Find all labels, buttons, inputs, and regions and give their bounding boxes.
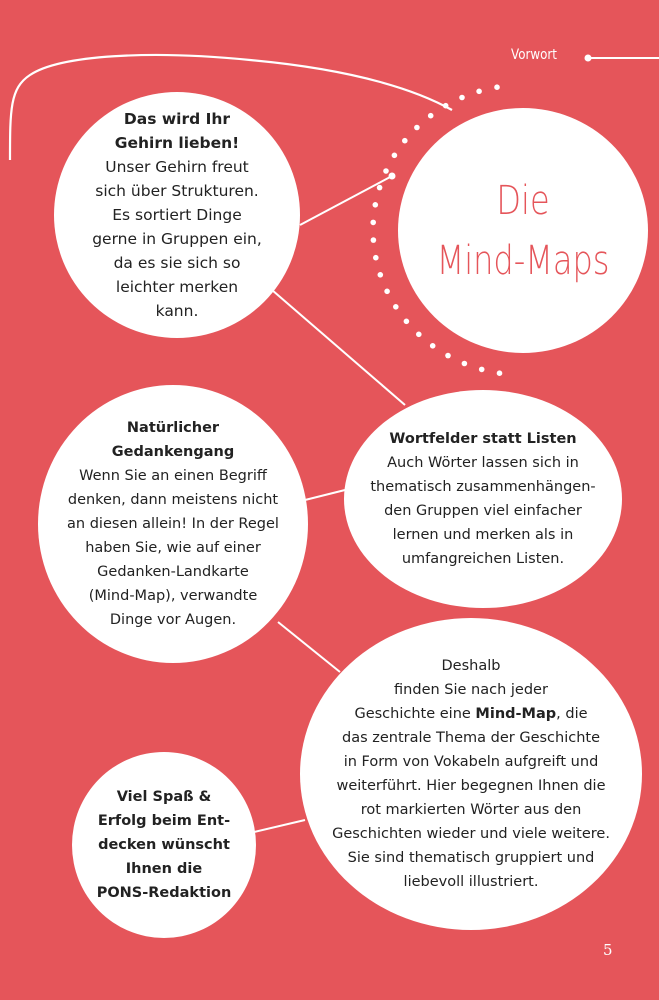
connector-brain-title-dot — [389, 173, 396, 180]
bubble-natural-body-line: denken, dann meistens nicht — [67, 492, 279, 508]
bubble-wordfields-body-line: lernen und merken als in — [392, 527, 574, 543]
bubble-natural-body-line: an diesen allein! In der Regel — [67, 516, 279, 532]
bubble-wordfields-body-line: den Gruppen viel einfacher — [384, 503, 582, 519]
bubble-brain-heading-line2: Gehirn lieben! — [114, 134, 240, 152]
connector-brain-title — [300, 176, 392, 225]
bubble-natural-body-line: Gedanken-Landkarte — [97, 564, 249, 580]
ring-dot — [497, 370, 503, 376]
bubble-therefore-line: Geschichten wieder und viele weitere. — [332, 826, 610, 842]
bubble-therefore-text — [332, 654, 610, 894]
bubble-natural-heading-line1: Natürlicher — [126, 420, 220, 436]
bubble-wordfields-body-line: thematisch zusammenhängen- — [370, 479, 596, 495]
bubble-therefore-line3-pre: Geschichte eine — [354, 706, 476, 722]
bubble-therefore-mindmap-bold: Mind-Map — [475, 706, 557, 722]
connector-closing-therefore — [254, 820, 305, 832]
bubble-brain-body-line: da es sie sich so — [113, 254, 241, 272]
page-title-line2: Mind-Maps — [436, 237, 610, 284]
ring-dot — [392, 153, 398, 159]
title-bubble — [398, 108, 648, 353]
bubble-therefore-line-mindmap — [332, 702, 610, 726]
ring-dot — [373, 202, 379, 208]
bubble-brain-body-line: Es sortiert Dinge — [112, 206, 242, 224]
bubble-therefore-line: weiterführt. Hier begegnen Ihnen die — [336, 778, 606, 794]
bubble-brain-heading-line1: Das wird Ihr — [123, 110, 231, 128]
bubble-therefore-line: liebevoll illustriert. — [403, 874, 539, 890]
ring-dot — [462, 361, 468, 367]
bubble-closing-line: decken wünscht — [98, 837, 230, 853]
connector-brain-wordfields — [272, 290, 405, 405]
bubble-closing-line: Viel Spaß & — [116, 789, 212, 805]
ring-dot — [443, 103, 449, 109]
connector-natural-wordfields — [305, 490, 345, 500]
bubble-brain-body-line: Unser Gehirn freut — [105, 158, 249, 176]
bubble-closing — [72, 752, 256, 938]
ring-dot — [402, 138, 408, 144]
bubble-therefore-line3-post: , die — [556, 706, 588, 722]
header-rule-dot — [585, 55, 592, 62]
bubble-brain-body-line: gerne in Gruppen ein, — [92, 230, 262, 248]
bubble-therefore-line: Deshalb — [441, 658, 501, 674]
bubble-closing-line: PONS-Redaktion — [96, 885, 232, 901]
ring-dot — [428, 113, 434, 119]
page-number: 5 — [603, 941, 613, 959]
ring-dot — [416, 332, 422, 338]
bubble-wordfields-body-line: umfangreichen Listen. — [401, 551, 565, 567]
bubble-closing-line: Erfolg beim Ent- — [97, 813, 231, 829]
ring-dot — [373, 255, 379, 261]
ring-dot — [383, 168, 389, 174]
page-title — [437, 171, 610, 291]
bubble-therefore-line: finden Sie nach jeder — [394, 682, 548, 698]
bubble-therefore-line: Sie sind thematisch gruppiert und — [347, 850, 595, 866]
bubble-therefore — [300, 618, 642, 930]
bubble-closing-text — [97, 785, 232, 905]
ring-dot — [393, 304, 399, 310]
ring-dot — [430, 343, 436, 349]
bubble-natural-body-line: Wenn Sie an einen Begriff — [79, 468, 267, 484]
bubble-natural-body-line: haben Sie, wie auf einer — [85, 540, 261, 556]
bubble-brain-text — [92, 107, 262, 323]
ring-dot — [404, 319, 410, 325]
bubble-natural-body-line: Dinge vor Augen. — [109, 612, 237, 628]
bubble-wordfields — [344, 390, 622, 608]
page-title-line1: Die — [496, 177, 550, 224]
ring-dot — [377, 185, 383, 191]
bubble-brain — [54, 92, 300, 338]
connector-natural-therefore — [278, 622, 340, 672]
bubble-therefore-line: rot markierten Wörter aus den — [360, 802, 582, 818]
bubble-natural-text — [67, 416, 279, 632]
ring-dot — [384, 289, 390, 295]
bubble-natural-heading-line2: Gedankengang — [111, 444, 235, 460]
ring-dot — [459, 95, 465, 101]
ring-dot — [476, 89, 482, 95]
ring-dot — [445, 353, 451, 359]
bubble-wordfields-text — [370, 427, 595, 571]
ring-dot — [378, 272, 384, 278]
ring-dot — [479, 367, 485, 373]
bubble-brain-body-line: leichter merken — [115, 278, 239, 296]
bubble-natural-body-line: (Mind-Map), verwandte — [88, 588, 258, 604]
section-label: Vorwort — [511, 47, 557, 63]
bubble-therefore-line: in Form von Vokabeln aufgreift und — [343, 754, 599, 770]
ring-dot — [370, 220, 376, 226]
ring-dot — [414, 125, 420, 131]
bubble-wordfields-heading: Wortfelder statt Listen — [389, 431, 577, 447]
ring-dot — [494, 84, 500, 90]
bubble-brain-body-line: kann. — [155, 302, 199, 320]
bubble-therefore-line: das zentrale Thema der Geschichte — [341, 730, 601, 746]
bubble-closing-line: Ihnen die — [125, 861, 203, 877]
bubble-brain-body-line: sich über Strukturen. — [95, 182, 259, 200]
bubble-wordfields-body-line: Auch Wörter lassen sich in — [387, 455, 579, 471]
bubble-natural — [38, 385, 308, 663]
ring-dot — [371, 237, 377, 243]
